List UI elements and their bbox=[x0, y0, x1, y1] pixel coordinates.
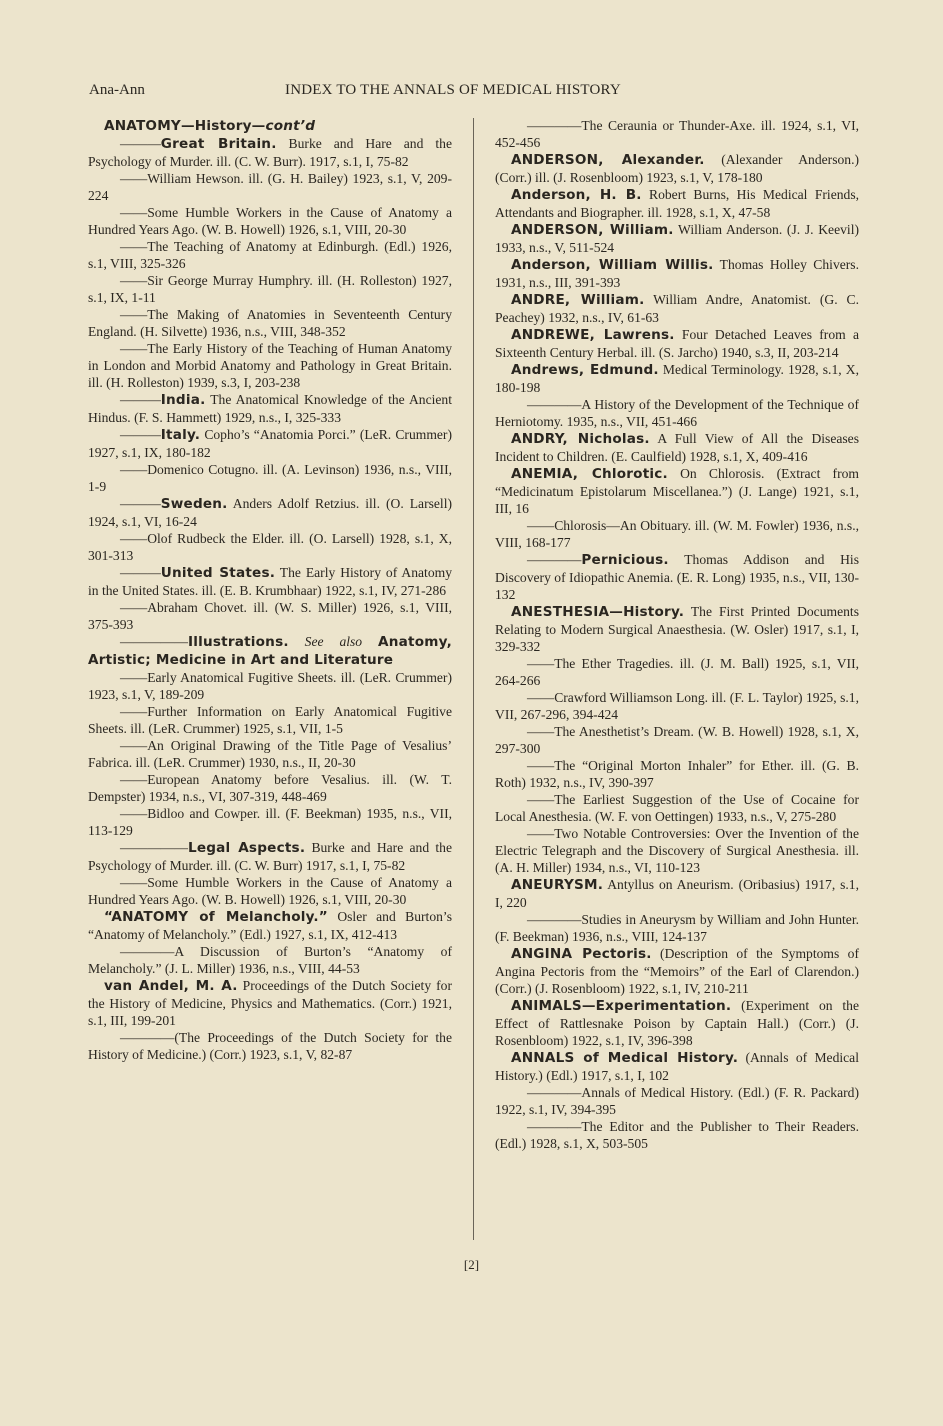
entry-citation: The Ether Tragedies. ill. (J. M. Ball) 1925, s.1, VII, 264-266 bbox=[495, 656, 859, 688]
repeat-dash: —— bbox=[120, 875, 148, 890]
entry-citation: Proceedings of the Dutch Society for the History of Medicine, Physics and Mathematics. (Corr.) 1921, s.1, III, 199-201 bbox=[88, 978, 452, 1028]
repeat-dash: —— bbox=[120, 772, 148, 787]
index-entry bbox=[88, 204, 452, 238]
index-entry bbox=[495, 186, 859, 221]
left-column bbox=[88, 117, 452, 1063]
entry-citation: Further Information on Early Anatomical Fugitive Sheets. ill. (LeR. Crummer) 1925, s.1, VII, 1-5 bbox=[88, 704, 452, 736]
entry-citation: The Early History of the Teaching of Human Anatomy in London and Morbid Anatomy and Pathology in Great Britain. ill. (H. Rolleston) 1939, s.3, I, 203-238 bbox=[88, 341, 452, 390]
index-entry bbox=[495, 689, 859, 723]
index-entry bbox=[88, 530, 452, 564]
repeat-dash: ——— bbox=[120, 392, 161, 407]
repeat-dash: ————— bbox=[120, 634, 188, 649]
index-entry bbox=[88, 170, 452, 204]
entry-citation: European Anatomy before Vesalius. ill. (W. T. Dempster) 1934, n.s., VI, 307-319, 448-469 bbox=[88, 772, 452, 804]
repeat-dash: —— bbox=[527, 826, 555, 841]
index-entry bbox=[88, 495, 452, 530]
entry-citation: Two Notable Controversies: Over the Invention of the Electric Telegraph and the Discovery of Surgical Anesthesia. ill. (A. H. Miller) 1934, n.s., VI, 110-123 bbox=[495, 826, 859, 875]
repeat-dash: ——— bbox=[120, 496, 161, 511]
page-number: [2] bbox=[463, 1257, 480, 1272]
entry-citation: William Anderson. (J. J. Keevil) 1933, n.s., V, 511-524 bbox=[495, 222, 859, 255]
entry-citation: On Chlorosis. (Extract from “Medicinatum Epistolarum Miscellanea.”) (J. Lange) 1921, s.1, III, 16 bbox=[495, 466, 859, 516]
repeat-dash: —— bbox=[120, 307, 148, 322]
index-entry bbox=[495, 791, 859, 825]
entry-citation: William Hewson. ill. (G. H. Bailey) 1923, s.1, V, 209-224 bbox=[88, 171, 452, 203]
entry-citation: A History of the Development of the Technique of Herniotomy. 1935, n.s., VII, 451-466 bbox=[495, 397, 859, 429]
index-entry bbox=[88, 943, 452, 977]
index-entry bbox=[88, 461, 452, 495]
index-entry bbox=[495, 655, 859, 689]
index-entry bbox=[495, 326, 859, 361]
entry-citation: The First Printed Documents Relating to Modern Surgical Anaesthesia. (W. Osler) 1917, s.1, I, 329-332 bbox=[495, 604, 859, 654]
entry-heading: Anderson, H. B. bbox=[511, 187, 642, 203]
entry-citation: Some Humble Workers in the Cause of Anatomy a Hundred Years Ago. (W. B. Howell) 1926, s.1, VIII, 20-30 bbox=[88, 205, 452, 237]
repeat-dash: —— bbox=[120, 531, 148, 546]
index-entry bbox=[88, 238, 452, 272]
index-entry bbox=[495, 256, 859, 291]
entry-heading: ANEURYSM. bbox=[511, 877, 604, 893]
repeat-dash: —— bbox=[120, 462, 148, 477]
entry-citation: Some Humble Workers in the Cause of Anatomy a Hundred Years Ago. (W. B. Howell) 1926, s.1, VIII, 20-30 bbox=[88, 875, 452, 907]
repeat-dash: ——— bbox=[120, 427, 161, 442]
running-title: INDEX TO THE ANNALS OF MEDICAL HISTORY bbox=[285, 82, 621, 98]
repeat-dash: —— bbox=[120, 600, 148, 615]
repeat-dash: —— bbox=[527, 518, 555, 533]
entry-heading: van Andel, M. A. bbox=[104, 978, 238, 994]
repeat-dash: ———— bbox=[527, 397, 582, 412]
entry-heading: Italy. bbox=[160, 427, 201, 443]
repeat-dash: ———— bbox=[120, 1030, 175, 1045]
repeat-dash: ———— bbox=[120, 944, 175, 959]
entry-heading: Great Britain. bbox=[160, 136, 277, 152]
entry-citation: Thomas Addison and His Discovery of Idiopathic Anemia. (E. R. Long) 1935, n.s., VII, 130-132 bbox=[495, 552, 859, 602]
repeat-dash: —— bbox=[120, 738, 148, 753]
repeat-dash: ———— bbox=[527, 552, 582, 567]
index-entry bbox=[495, 757, 859, 791]
entry-heading: ANDERSON, William. bbox=[511, 222, 674, 238]
repeat-dash: —— bbox=[120, 704, 148, 719]
index-entry bbox=[88, 737, 452, 771]
entry-heading: ANGINA Pectoris. bbox=[511, 946, 652, 962]
index-entry bbox=[495, 430, 859, 465]
entry-heading: United States. bbox=[160, 565, 276, 581]
repeat-dash: ———— bbox=[527, 1119, 582, 1134]
repeat-dash: —— bbox=[120, 239, 148, 254]
right-column bbox=[495, 117, 859, 1152]
index-entry bbox=[495, 291, 859, 326]
entry-citation: William Andre, Anatomist. (G. C. Peachey) 1932, n.s., IV, 61-63 bbox=[495, 292, 859, 325]
entry-citation: Abraham Chovet. ill. (W. S. Miller) 1926, s.1, VIII, 375-393 bbox=[88, 600, 452, 632]
index-entry bbox=[495, 1049, 859, 1084]
index-entry bbox=[88, 340, 452, 391]
index-entry bbox=[495, 151, 859, 186]
entry-citation: Chlorosis—An Obituary. ill. (W. M. Fowler) 1936, n.s., VIII, 168-177 bbox=[495, 518, 859, 550]
entry-heading: ANDREWE, Lawrens. bbox=[511, 327, 675, 343]
repeat-dash: ——— bbox=[120, 136, 161, 151]
entry-heading: “ANATOMY of Melancholy.” bbox=[104, 909, 328, 925]
entry-heading-cont: cont’d bbox=[265, 118, 316, 134]
repeat-dash: ——— bbox=[120, 565, 161, 580]
repeat-dash: —— bbox=[527, 724, 555, 739]
index-entry bbox=[88, 564, 452, 599]
entry-citation: Antyllus on Aneurism. (Oribasius) 1917, s.1, I, 220 bbox=[495, 877, 859, 910]
entry-citation: Robert Burns, His Medical Friends, Attendants and Biographer. ill. 1928, s.1, X, 47-58 bbox=[495, 187, 860, 220]
entry-citation: (Experiment on the Effect of Rattlesnake Poison by Captain Hall.) (Corr.) (J. Rosenbloom) 1922, s.1, IV, 396-398 bbox=[495, 998, 859, 1048]
repeat-dash: —— bbox=[120, 171, 148, 186]
entry-citation: (Annals of Medical History.) (Edl.) 1917, s.1, I, 102 bbox=[495, 1050, 859, 1083]
index-entry bbox=[88, 633, 452, 669]
index-entry bbox=[495, 911, 859, 945]
repeat-dash: —— bbox=[120, 806, 148, 821]
index-entry bbox=[495, 876, 859, 911]
entry-citation: The Making of Anatomies in Seventeenth Century England. (H. Silvette) 1936, n.s., VIII, 348-352 bbox=[88, 307, 452, 339]
entry-heading: ANDERSON, Alexander. bbox=[511, 152, 705, 168]
repeat-dash: ———— bbox=[527, 912, 582, 927]
index-entry bbox=[88, 839, 452, 874]
index-entry bbox=[88, 1029, 452, 1063]
entry-citation: The Ceraunia or Thunder-Axe. ill. 1924, s.1, VI, 452-456 bbox=[495, 118, 859, 150]
entry-citation: (Alexander Anderson.) (Corr.) ill. (J. Rosenbloom) 1923, s.1, V, 178-180 bbox=[495, 152, 860, 185]
entry-citation: The Early History of Anatomy in the United States. ill. (E. B. Krumbhaar) 1922, s.1, IV, 271-286 bbox=[88, 565, 453, 598]
column-divider bbox=[473, 118, 474, 1240]
entry-citation: Anders Adolf Retzius. ill. (O. Larsell) 1924, s.1, VI, 16-24 bbox=[88, 496, 452, 529]
entry-citation: The Anesthetist’s Dream. (W. B. Howell) 1928, s.1, X, 297-300 bbox=[495, 724, 859, 756]
entry-citation: Early Anatomical Fugitive Sheets. ill. (LeR. Crummer) 1923, s.1, V, 189-209 bbox=[88, 670, 452, 702]
index-entry bbox=[495, 723, 859, 757]
entry-heading: ANNALS of Medical History. bbox=[511, 1050, 739, 1066]
entry-citation: Osler and Burton’s “Anatomy of Melancholy.” (Edl.) 1927, s.1, IX, 412-413 bbox=[88, 909, 452, 942]
index-entry bbox=[88, 908, 452, 943]
entry-heading: ANIMALS—Experimentation. bbox=[511, 998, 732, 1014]
index-entry bbox=[495, 945, 859, 997]
cross-reference: Anatomy, Artistic; Medicine in Art and Literature bbox=[88, 634, 452, 668]
index-entry bbox=[495, 825, 859, 876]
index-entry bbox=[495, 517, 859, 551]
repeat-dash: ———— bbox=[527, 1085, 582, 1100]
index-entry bbox=[88, 805, 452, 839]
entry-heading: India. bbox=[160, 392, 206, 408]
entry-citation: Medical Terminology. 1928, s.1, X, 180-198 bbox=[495, 362, 860, 395]
entry-heading: Andrews, Edmund. bbox=[511, 362, 659, 378]
index-entry bbox=[495, 221, 859, 256]
index-entry bbox=[88, 771, 452, 805]
section-range: Ana-Ann bbox=[89, 82, 145, 98]
entry-citation: Annals of Medical History. (Edl.) (F. R. Packard) 1922, s.1, IV, 394-395 bbox=[495, 1085, 859, 1117]
index-entry bbox=[495, 465, 859, 517]
entry-citation: The “Original Morton Inhaler” for Ether. ill. (G. B. Roth) 1932, n.s., IV, 390-397 bbox=[495, 758, 859, 790]
entry-heading: Sweden. bbox=[160, 496, 228, 512]
entry-citation: The Anatomical Knowledge of the Ancient Hindus. (F. S. Hammett) 1929, n.s., I, 325-333 bbox=[88, 392, 452, 425]
entry-citation: A Full View of All the Diseases Incident to Children. (E. Caulfield) 1928, s.1, X, 409-416 bbox=[495, 431, 860, 464]
entry-citation: (The Proceedings of the Dutch Society for the History of Medicine.) (Corr.) 1923, s.1, V, 82-87 bbox=[88, 1030, 452, 1062]
repeat-dash: —— bbox=[120, 670, 148, 685]
entry-heading: ANESTHESIA—History. bbox=[511, 604, 685, 620]
entry-heading: Anderson, William Willis. bbox=[511, 257, 714, 273]
entry-citation: Bidloo and Cowper. ill. (F. Beekman) 1935, n.s., VII, 113-129 bbox=[88, 806, 452, 838]
index-entry bbox=[88, 306, 452, 340]
index-entry bbox=[88, 272, 452, 306]
entry-citation: A Discussion of Burton’s “Anatomy of Melancholy.” (J. L. Miller) 1936, n.s., VIII, 44-53 bbox=[88, 944, 452, 976]
entry-citation: An Original Drawing of the Title Page of Vesalius’ Fabrica. ill. (LeR. Crummer) 1930, n.s., II, 20-30 bbox=[88, 738, 452, 770]
entry-citation: The Teaching of Anatomy at Edinburgh. (Edl.) 1926, s.1, VIII, 325-326 bbox=[88, 239, 452, 271]
index-entry bbox=[495, 396, 859, 430]
entry-citation: Burke and Hare and the Psychology of Murder. ill. (C. W. Burr) 1917, s.1, I, 75-82 bbox=[88, 840, 452, 873]
index-entry bbox=[495, 1118, 859, 1152]
index-entry bbox=[88, 117, 452, 135]
entry-citation: The Earliest Suggestion of the Use of Cocaine for Local Anesthesia. (W. F. von Oettingen) 1933, n.s., V, 275-280 bbox=[495, 792, 859, 824]
running-header bbox=[89, 82, 857, 102]
index-entry bbox=[88, 426, 452, 461]
index-entry bbox=[495, 1084, 859, 1118]
entry-citation: Sir George Murray Humphry. ill. (H. Rolleston) 1927, s.1, IX, 1-11 bbox=[88, 273, 452, 305]
repeat-dash: —— bbox=[527, 758, 555, 773]
entry-citation: Domenico Cotugno. ill. (A. Levinson) 1936, n.s., VIII, 1-9 bbox=[88, 462, 452, 494]
index-entry bbox=[495, 603, 859, 655]
entry-citation: Copho’s “Anatomia Porci.” (LeR. Crummer) 1927, s.1, IX, 180-182 bbox=[88, 427, 452, 460]
entry-citation: (Description of the Symptoms of Angina Pectoris from the “Memoirs” of the Earl of Clarendon.) (Corr.) (J. Rosenbloom) 1922, s.1, IV, 210-211 bbox=[495, 946, 859, 996]
entry-citation: Thomas Holley Chivers. 1931, n.s., III, 391-393 bbox=[495, 257, 859, 290]
index-entry bbox=[88, 391, 452, 426]
index-entry bbox=[88, 977, 452, 1029]
entry-heading: ANEMIA, Chlorotic. bbox=[511, 466, 668, 482]
see-also-label: See also bbox=[304, 634, 363, 649]
entry-citation: Four Detached Leaves from a Sixteenth Century Herbal. ill. (S. Jarcho) 1940, s.3, II, 203-214 bbox=[495, 327, 860, 360]
entry-citation: Crawford Williamson Long. ill. (F. L. Taylor) 1925, s.1, VII, 267-296, 394-424 bbox=[495, 690, 859, 722]
entry-heading: Legal Aspects. bbox=[187, 840, 306, 856]
entry-heading: Illustrations. bbox=[187, 634, 289, 650]
entry-heading: ANDRE, William. bbox=[511, 292, 645, 308]
repeat-dash: —— bbox=[120, 341, 148, 356]
index-entry bbox=[88, 599, 452, 633]
repeat-dash: —— bbox=[527, 792, 555, 807]
index-entry bbox=[495, 361, 859, 396]
index-entry bbox=[88, 874, 452, 908]
index-entry bbox=[495, 117, 859, 151]
repeat-dash: —— bbox=[120, 205, 148, 220]
repeat-dash: ———— bbox=[527, 118, 582, 133]
entry-heading: ANATOMY—History— bbox=[104, 118, 266, 134]
index-entry bbox=[495, 551, 859, 603]
index-entry bbox=[495, 997, 859, 1049]
repeat-dash: ————— bbox=[120, 840, 188, 855]
entry-citation: Burke and Hare and the Psychology of Murder. ill. (C. W. Burr). 1917, s.1, I, 75-82 bbox=[88, 136, 452, 169]
index-entry bbox=[88, 703, 452, 737]
index-entry bbox=[88, 135, 452, 170]
entry-heading: Pernicious. bbox=[581, 552, 669, 568]
repeat-dash: —— bbox=[527, 656, 555, 671]
entry-citation: Olof Rudbeck the Elder. ill. (O. Larsell) 1928, s.1, X, 301-313 bbox=[88, 531, 452, 563]
entry-citation: Studies in Aneurysm by William and John Hunter. (F. Beekman) 1936, n.s., VIII, 124-137 bbox=[495, 912, 859, 944]
repeat-dash: —— bbox=[527, 690, 555, 705]
index-entry bbox=[88, 669, 452, 703]
entry-heading: ANDRY, Nicholas. bbox=[511, 431, 650, 447]
repeat-dash: —— bbox=[120, 273, 148, 288]
entry-citation: The Editor and the Publisher to Their Readers. (Edl.) 1928, s.1, X, 503-505 bbox=[495, 1119, 859, 1151]
